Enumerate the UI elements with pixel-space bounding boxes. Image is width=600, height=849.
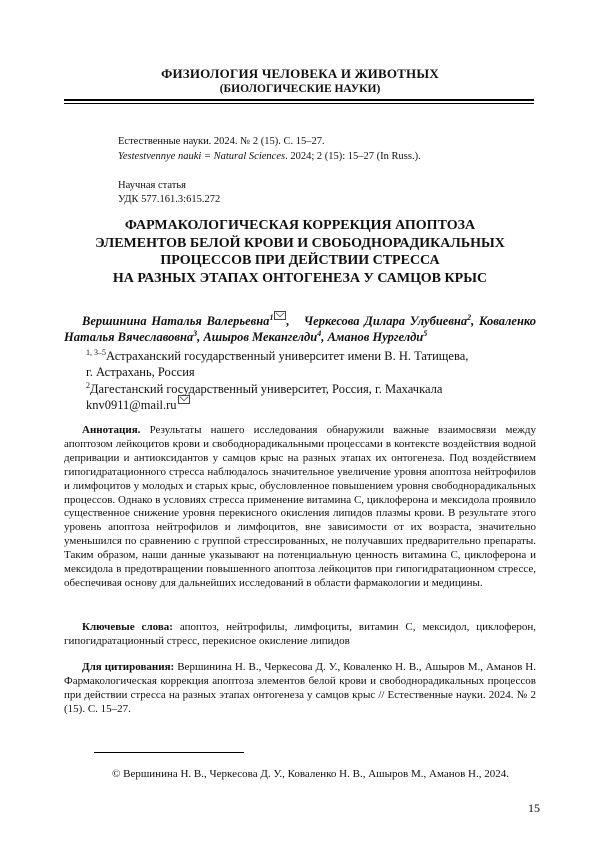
- cite-as: [64, 661, 536, 717]
- page-number: 15: [520, 801, 540, 816]
- abstract-text: Результаты нашего исследования обнаружили важные взаимосвязи между апоптозом лейкоцитов крови и свободнорадикальными процессами в контексте воздействия водной депривации и антиоксидантов у самцов крыс на разных этапах их онтогенеза. Под воздействием гипогидратационного стресса наблюдалось значительное увеличение уровня апоптоза нейтрофилов и лимфоцитов у молодых и старых крыс, обусловленное повышением уровня свободнорадикальных процессов. Однако в условиях стресса применение витамина С, циклоферона и мексидола проявило существенное снижение уровня перекисного окисления липидов плазмы крови. В результате этого уровень апоптоза нейтрофилов и лимфоцитов, вне зависимости от их возраста, значительно уменьшился по сравнению с группой стрессированных, не получавших предварительно препараты. Таким образом, наши данные указывают на потенциальную ценность витамина С, циклоферона и мексидола в предотвращении повышенного апоптоза лейкоцитов при гипогидратационном стрессе, обеспечивая основу для дальнейших исследований в области фармакологии и медицины.: [64, 424, 536, 589]
- header-rule-thick: [64, 99, 534, 101]
- article-title: [60, 217, 540, 287]
- cite-as-label: Для цитирования:: [82, 661, 174, 673]
- author-affil-sup: 4: [317, 329, 321, 338]
- affiliation-1: [86, 348, 536, 364]
- author-name: Черкесова Дилара Улубиевна: [304, 314, 467, 328]
- keywords: [64, 621, 536, 649]
- author-name: Коваленко Наталья Вячеславовна: [64, 314, 536, 344]
- journal-section-subtitle: (БИОЛОГИЧЕСКИЕ НАУКИ): [0, 83, 600, 95]
- title-line: ФАРМАКОЛОГИЧЕСКАЯ КОРРЕКЦИЯ АПОПТОЗА: [60, 217, 540, 235]
- title-line: ПРОЦЕССОВ ПРИ ДЕЙСТВИИ СТРЕССА: [60, 252, 540, 270]
- title-line: НА РАЗНЫХ ЭТАПАХ ОНТОГЕНЕЗА У САМЦОВ КРЫС: [60, 270, 540, 288]
- author-affil-sup: 2: [467, 313, 471, 322]
- citation-en-journal: Yestestvennye nauki = Natural Sciences: [118, 151, 285, 162]
- udc-code: УДК 577.161.3:615.272: [118, 194, 220, 205]
- cite-as-text: Вершинина Н. В., Черкесова Д. У., Коваленко Н. В., Ашыров М., Аманов Н. Фармакологическая коррекция апоптоза элементов белой крови и свободнорадикальных процессов при действии стресса на разных этапах онтогенеза у самцов крыс // Естественные науки. 2024. № 2 (15). С. 15–27.: [64, 661, 536, 715]
- affiliation-1-text: Астраханский государственный университет имени В. Н. Татищева,: [106, 349, 468, 363]
- abstract: [64, 424, 536, 591]
- abstract-label: Аннотация.: [82, 424, 140, 436]
- affiliation-1-cont: г. Астрахань, Россия: [86, 364, 536, 380]
- citation-en: [118, 151, 421, 162]
- author-list: Вершинина Наталья Валерьевна1 , Черкесова Дилара Улубиевна2, Коваленко Наталья Вячеславовна3, Ашыров Мекангелди4, Аманов Нургелди5: [64, 313, 536, 345]
- author-name: Вершинина Наталья Валерьевна: [82, 314, 269, 328]
- copyright-text: © Вершинина Н. В., Черкесова Д. У., Коваленко Н. В., Ашыров М., Аманов Н., 2024.: [112, 768, 509, 780]
- citation-ru: Естественные науки. 2024. № 2 (15). С. 15–27.: [118, 136, 325, 147]
- author-name: Аманов Нургелди: [327, 330, 423, 344]
- article-type: Научная статья: [118, 180, 186, 191]
- author-affil-sup: 1: [269, 313, 273, 322]
- author-affil-sup: 3: [193, 329, 197, 338]
- copyright-footnote: [94, 767, 536, 781]
- footnote-rule: [94, 752, 244, 753]
- affiliation-1-sup: 1, 3–5: [86, 348, 106, 357]
- affiliation-2: [86, 381, 536, 397]
- keywords-label: Ключевые слова:: [82, 621, 173, 633]
- title-line: ЭЛЕМЕНТОВ БЕЛОЙ КРОВИ И СВОБОДНОРАДИКАЛЬНЫХ: [60, 235, 540, 253]
- mail-icon: [178, 395, 190, 404]
- affiliation-2-sup: 2: [86, 381, 90, 390]
- mail-icon: [274, 311, 286, 320]
- author-email-line: [86, 397, 536, 413]
- author-affil-sup: 5: [423, 329, 427, 338]
- citation-en-details: . 2024; 2 (15): 15–27 (In Russ.).: [285, 151, 421, 162]
- header-rule-thin: [64, 103, 534, 104]
- author-email[interactable]: knv0911@mail.ru: [86, 398, 177, 412]
- affiliation-2-text: Дагестанский государственный университет, Россия, г. Махачкала: [90, 382, 442, 396]
- journal-section-title: ФИЗИОЛОГИЯ ЧЕЛОВЕКА И ЖИВОТНЫХ: [0, 66, 600, 82]
- author-name: Ашыров Мекангелди: [203, 330, 317, 344]
- keywords-text: апоптоз, нейтрофилы, лимфоциты, витамин С, мексидол, циклоферон, гипогидратационный стресс, перекисное окисление липидов: [64, 621, 536, 647]
